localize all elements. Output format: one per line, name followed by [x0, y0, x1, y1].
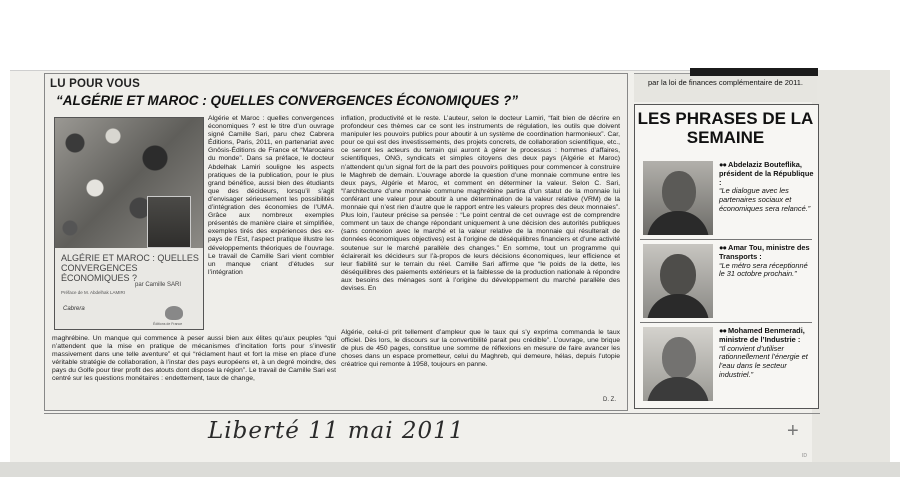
edge-mark: ID [802, 453, 807, 459]
phrase-quote: “Le dialogue avec les partenaires sociaux et économiques sera relancé.” [719, 186, 811, 213]
book-cover-image [54, 117, 204, 330]
phrase-speaker: Mohamed Benmeradi, ministre de l’Industrie : [719, 326, 805, 344]
section-label: LU POUR VOUS [50, 78, 140, 90]
handwritten-date-note: Liberté 11 mai 2011 [208, 418, 465, 444]
paper-edge [0, 462, 900, 477]
phrase-item [719, 244, 815, 279]
face-shape [660, 254, 696, 296]
article-column-1: Algérie et Maroc : quelles convergences économiques ? est le titre d’un ouvrage signé Camille Sari, paru chez Cabrera Éditions, Paris, 2011, en partenariat avec Gnôsis-Éditions de France et “Marocains du monde”. Dans sa préface, le docteur Abdelhak Lamiri souligne les aspects pratiques de la publication, pour le plus grand bénéfice, aussi bien des étudiants que des décideurs, lorsqu’il s’agit d’envisager sérieusement les possibilités d’intégration des économies de l’UMA. Grâce aux nombreux exemples présentés de manière claire et simplifiée, exemples tirés des expériences des ex-pays de l’Est, l’aspect pratique illustre les développements théoriques de l’ouvrage. Le travail de Camille Sari vient combler un manque criant d’études sur l’intégration [208, 115, 334, 276]
shoulders-shape [647, 377, 709, 401]
publisher-logo: Cabrera [63, 306, 85, 312]
book-cover-author: par Camille SARI [135, 282, 182, 288]
speaker-photo-tou [643, 244, 713, 318]
previous-article-header-bar [690, 68, 818, 76]
footer-rule [44, 413, 820, 414]
bullet-icon: ●● [719, 160, 726, 169]
phrase-item [719, 327, 815, 380]
face-shape [662, 337, 696, 379]
paper-shade [812, 70, 890, 465]
shoulders-shape [647, 294, 709, 318]
article-column-2: inflation, productivité et le reste. L’auteur, selon le docteur Lamiri, “fait bien de décrire en profondeur ces thèmes car ce sont les instruments de régulation, les outils que doivent manipuler les pouvoirs publics pour aboutir à un système de coordination harmonieux”. Car, pour ce qui est des investissements, des projets concrets, de collaboration scientifique, etc., ce seront les acteurs du terrain qui auront à gérer le processus : hommes d’affaires, scientifiques, ONG, syndicats et simples citoyens des deux pays (Algérie et Maroc) n’attendent qu’un signal fort de la part des pouvoirs politiques pour commencer à construire le Maghreb de demain. L’ouvrage aborde la question d’une monnaie commune entre les deux pays, Algérie et Maroc, et comment en déterminer la valeur. Selon C. Sari, “l’architecture d’une monnaie commune maghrébine partira d’un statut de la monnaie lui conférant une valeur pour aboutir à une détermination de la valeur relative (VRM) de la monnaie qui n’est rien d’autre que le rapport entre les valeurs propres des deux monnaies”. Plus loin, l’auteur précise sa pensée : “Le point central de cet ouvrage est de comprendre comment un taux de change répondant uniquement à une décision des autorités publiques (sans connexion avec le marché et la valeur relative de la monnaie qui résulterait de données économiques objectives) est à l’origine de déséquilibres financiers et d’une activité soutenue sur le marché parallèle des changes.” En somme, tout un programme qui éclairerait les décideurs sur l’à-propos de leurs décisions économiques, leur efficience et leur fiabilité sur le terrain du réel. Camille Sari affirme que “le poids de la dette, les déséquilibres des paiements extérieurs et la faiblesse de la production nationale à répondre aux besoins des ménages sont à l’origine du développement du marché parallèle des devises. En [341, 115, 620, 292]
article-byline: D. Z. [603, 397, 616, 403]
shoulders-shape [647, 211, 709, 235]
crosshair-mark-icon: + [787, 420, 799, 442]
book-cover-preface: Préface de M. Abdelhak LAMIRI [61, 290, 126, 295]
bullet-icon: ●● [719, 326, 726, 335]
phrase-item [719, 161, 815, 214]
phrase-divider [640, 322, 812, 323]
speaker-photo-bouteflika [643, 161, 713, 235]
author-portrait-thumbnail [147, 196, 191, 248]
publisher-seal-icon [165, 306, 183, 320]
phrase-speaker: Amar Tou, ministre des Transports : [719, 243, 810, 261]
article-headline: “ALGÉRIE ET MAROC : QUELLES CONVERGENCES ÉCONOMIQUES ?” [56, 93, 519, 108]
speaker-photo-benmeradi [643, 327, 713, 401]
article-bottom-right: Algérie, celui-ci prit tellement d’ampleur que le taux qui s’y exprima commanda le taux officiel. Dès lors, le discours sur la convertibilité parait peu crédible”. L’ouvrage, une brique de plus de 450 pages, constitue une somme de réflexions en mesure de faire avancer les choses dans un espace prometteur, celui du Maghreb, qui demeure, hélas, depuis l’utopie créatrice qui remonte à 1958, toujours en panne. [341, 329, 620, 369]
phrase-speaker: Abdelaziz Bouteflika, président de la République : [719, 160, 814, 187]
phrases-title: LES PHRASES DE LA SEMAINE [637, 109, 814, 147]
book-cover-title: ALGÉRIE ET MAROC : QUELLES CONVERGENCES ÉCONOMIQUES ? [61, 253, 199, 283]
phrase-quote: “Le métro sera réceptionné le 31 octobre prochain.” [719, 260, 808, 279]
previous-article-tail: par la loi de finances complémentaire de 2011. [648, 78, 803, 87]
face-shape [662, 171, 696, 213]
phrase-divider [640, 239, 812, 240]
publisher-seal-label: Éditions de France [153, 322, 183, 326]
phrase-quote: “Il convient d’utiliser rationnellement l’énergie et l’eau dans le secteur industriel.” [719, 343, 808, 379]
article-bottom-left: maghrébine. Un manque qui commence à peser aussi bien aux élites qu’aux peuples “qui n’attendent que la mise en pratique de mécanismes d’incitation forts pour s’investir massivement dans une telle aventure” et qui “réclament haut et fort la mise en place d’une véritable stratégie de collaboration, à l’instar des pays européens et, à un degré moindre, des pays du Golfe pour tirer profit des atouts dont dispose la région”. Le travail de Camille Sari est centré sur les questions monétaires : endettement, taux de change, [52, 335, 336, 383]
bullet-icon: ●● [719, 243, 726, 252]
